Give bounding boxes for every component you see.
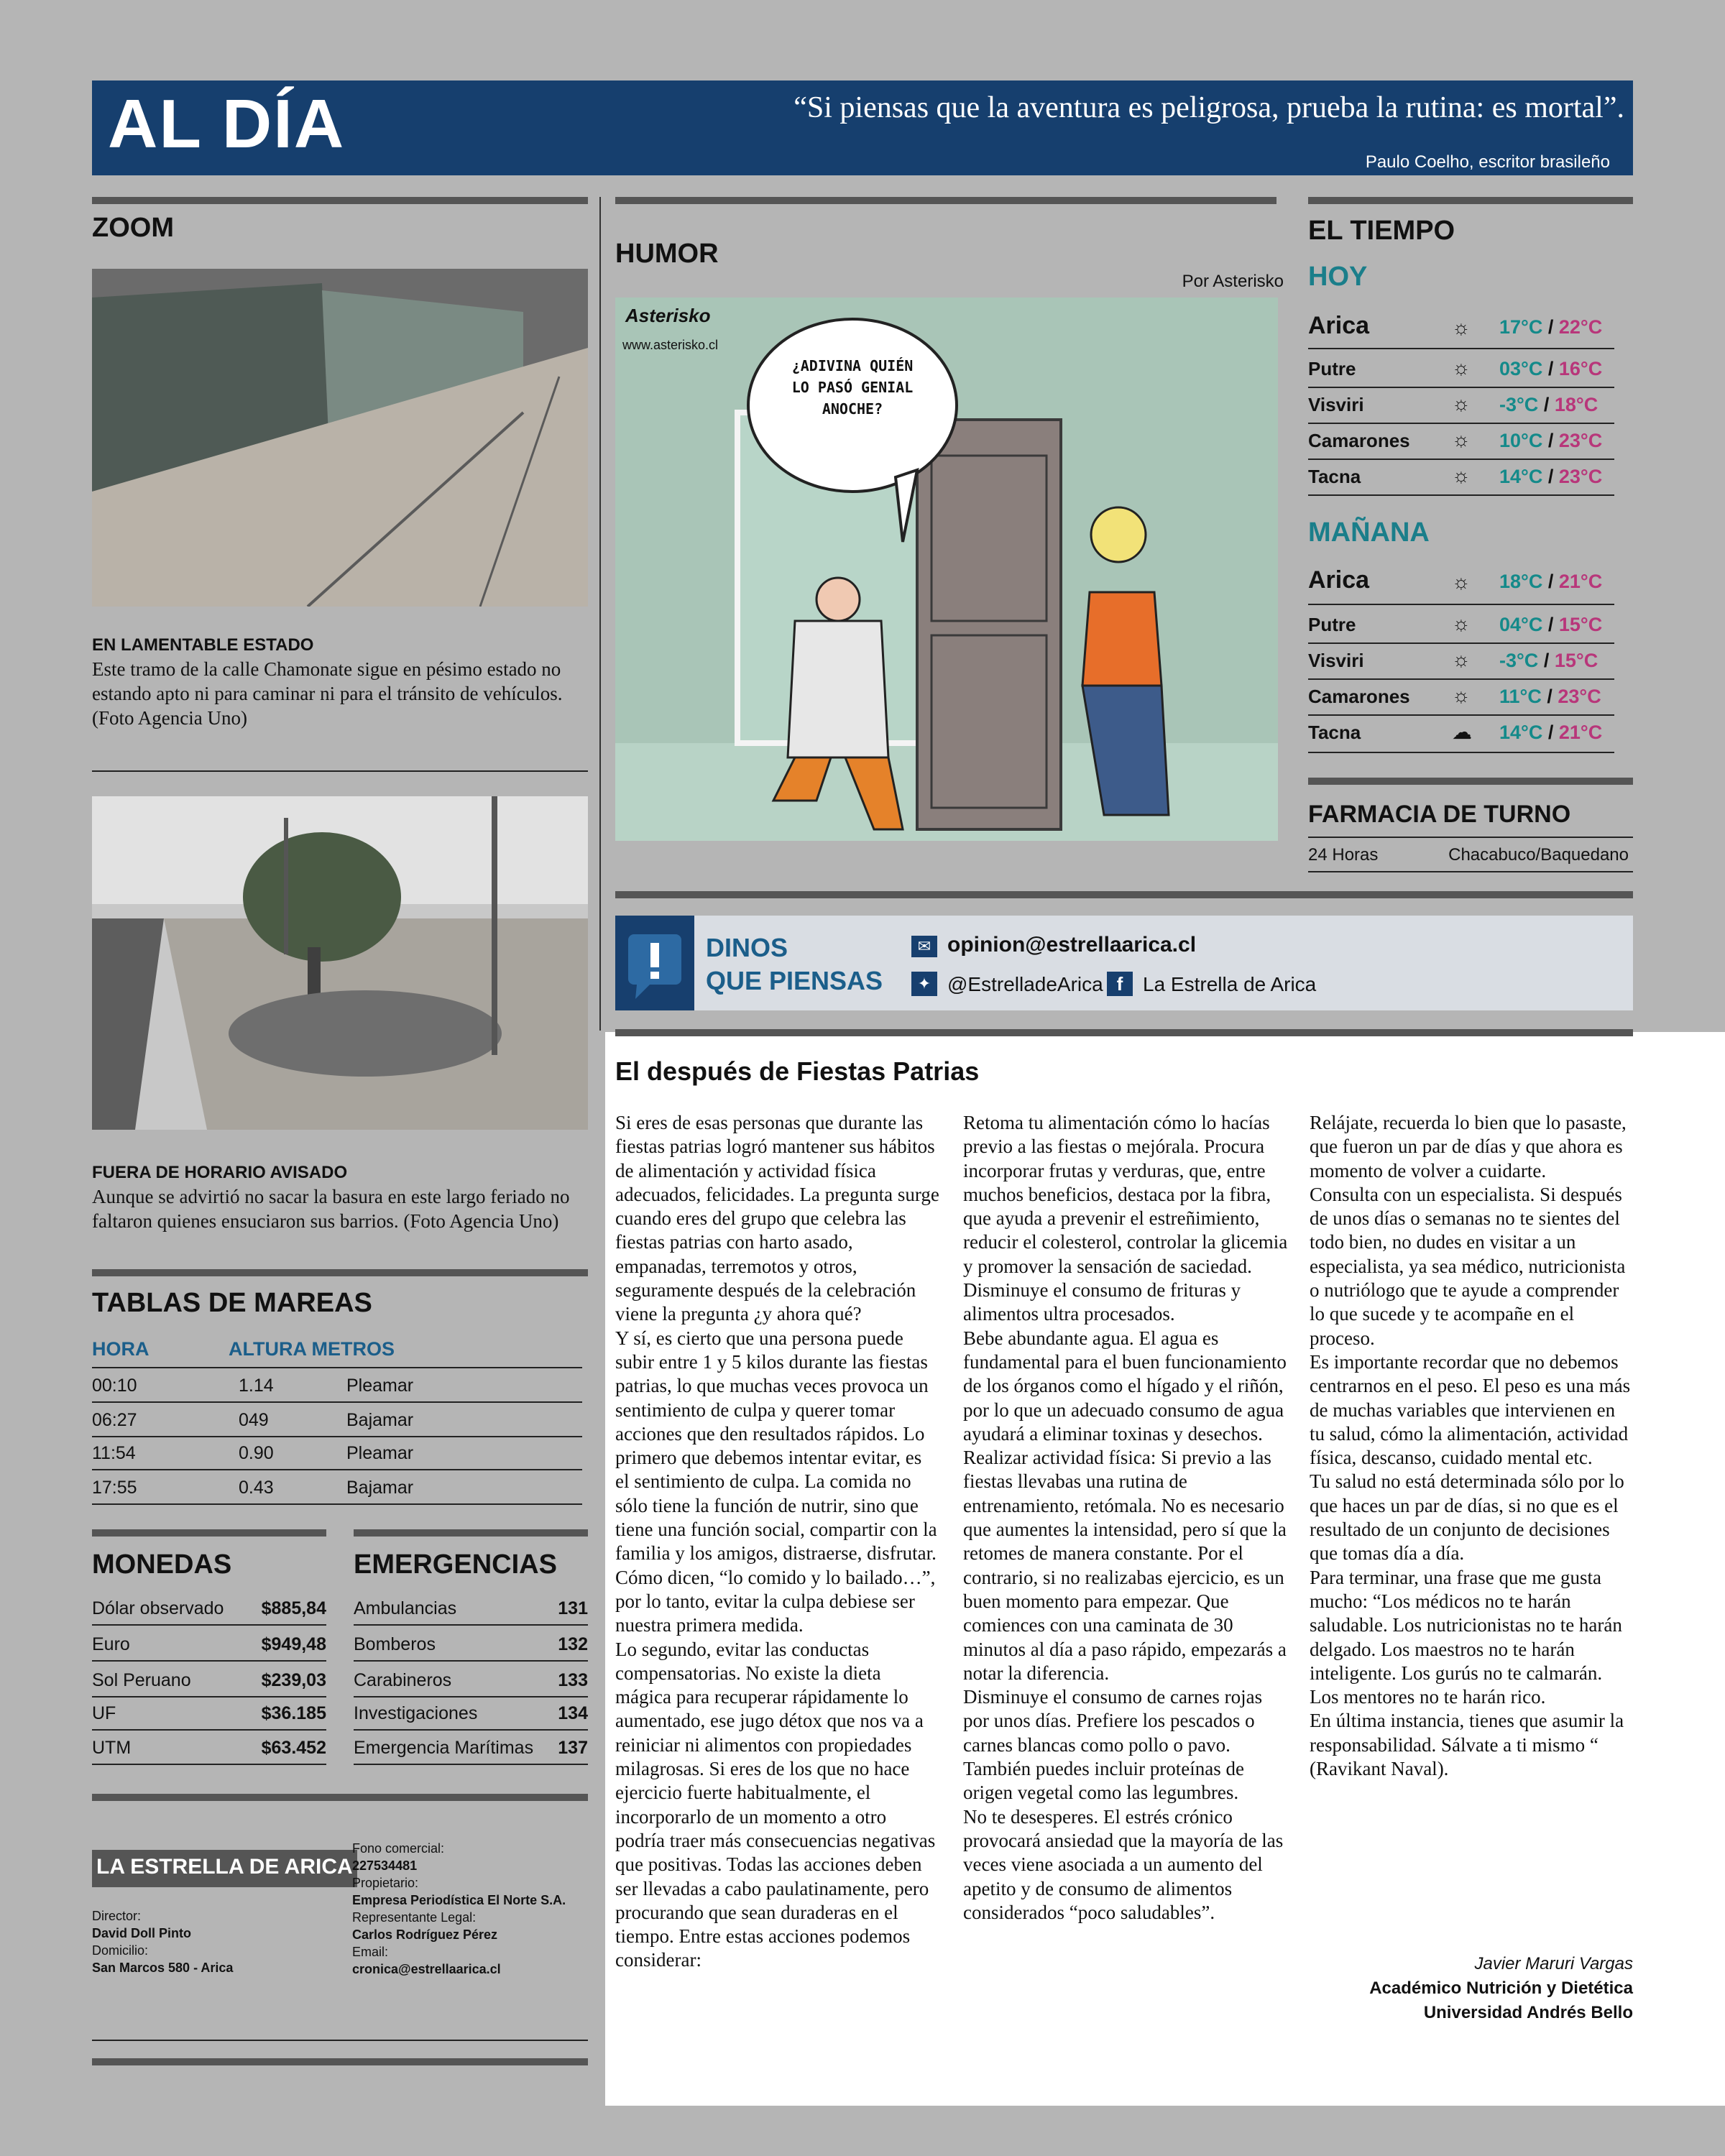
temp-separator: /: [1547, 316, 1554, 338]
owner-label: Propietario:: [352, 1876, 419, 1890]
currency-value: $949,48: [261, 1634, 326, 1654]
garbage-photo-icon: [92, 796, 588, 1130]
emergency-number: 134: [558, 1703, 588, 1723]
emergency-row: [354, 1664, 588, 1697]
facebook-icon: f: [1107, 972, 1133, 996]
header-quote: “Si piensas que la aventura es peligrosa, prueba la rutina: es mortal”.: [794, 91, 1624, 124]
weather-city: Putre: [1308, 614, 1356, 635]
temp-max: 23°C: [1558, 686, 1601, 707]
sun-icon: ☼: [1452, 648, 1471, 671]
cartoon-url: www.asterisko.cl: [622, 338, 719, 352]
newspaper-logo: LA ESTRELLA DE ARICA: [92, 1850, 357, 1887]
tide-hour: 11:54: [92, 1443, 136, 1463]
paragraph: En última instancia, tienes que asumir la responsabilidad. Sálvate a ti mismo “ (Ravikant Naval).: [1310, 1710, 1624, 1780]
pharmacy-title: FARMACIA DE TURNO: [1308, 801, 1571, 828]
divider: [92, 1269, 588, 1276]
sun-icon: ☼: [1452, 316, 1471, 338]
currency-row: [92, 1697, 326, 1731]
currency-row: [92, 1628, 326, 1662]
paragraph: Es importante recordar que no debemos centrarnos en el peso. El peso es una más de muchas variables que intervienen en tu salud, cómo la alimentación, actividad física, descanso, cuidado mental etc.: [1310, 1350, 1631, 1469]
tide-hour: 00:10: [92, 1376, 137, 1396]
divider: [92, 2040, 588, 2041]
tide-type: Pleamar: [346, 1443, 414, 1463]
temp-min: -3°C: [1499, 650, 1539, 671]
paragraph: No te desesperes. El estrés crónico provocará ansiedad que la mayoría de las veces viene asociada a un aumento del apetito y de consumo de alimentos considerados “poco saludables”.: [963, 1805, 1284, 1923]
tide-row: [92, 1370, 582, 1403]
temp-min: 18°C: [1499, 571, 1543, 592]
weather-temp: [1499, 650, 1598, 672]
weather-row: [1308, 309, 1614, 349]
tide-height: 1.14: [239, 1376, 274, 1396]
email-label: Email:: [352, 1945, 389, 1959]
street-photo-icon: [92, 269, 588, 607]
emergency-row: [354, 1628, 588, 1662]
weather-temp: [1499, 358, 1602, 380]
sun-icon: ☼: [1452, 464, 1471, 487]
pharmacy-location: Chacabuco/Baquedano: [1448, 845, 1629, 865]
weather-row: [1308, 424, 1614, 460]
divider: [92, 770, 588, 772]
tide-row: [92, 1472, 582, 1505]
tide-hour: 17:55: [92, 1478, 137, 1498]
paragraph: Realizar actividad física: Si previo a las fiestas llevabas una rutina de entrenamiento, retómala. No es necesario que aumentes la intensidad, pero sí que la retomes de manera constante. Por el contrario, si no realizabas ejercicio, es un buen momento para empezar. Que comiences con una caminata de 30 minutos al día a paso rápido, empezarás a notar la diferencia.: [963, 1447, 1287, 1684]
temp-max: 16°C: [1558, 358, 1603, 379]
temp-separator: /: [1547, 722, 1554, 743]
exclamation-icon: [615, 916, 694, 1010]
currency-name: UF: [92, 1703, 116, 1723]
tide-row: [92, 1404, 582, 1437]
legal-label: Representante Legal:: [352, 1910, 477, 1925]
paragraph: Relájate, recuerda lo bien que lo pasaste, que fueron un par de días y que ahora es momento de volver a cuidarte.: [1310, 1112, 1627, 1181]
temp-max: 15°C: [1554, 650, 1598, 671]
currency-row: [92, 1664, 326, 1697]
divider: [615, 891, 1633, 898]
temp-max: 23°C: [1558, 430, 1603, 451]
divider: [1308, 837, 1633, 838]
currency-row: [92, 1593, 326, 1626]
weather-temp: [1499, 466, 1602, 488]
currency-name: Euro: [92, 1634, 130, 1654]
currency-title: MONEDAS: [92, 1549, 232, 1580]
cartoon-speech: ¿ADIVINA QUIÉN LO PASÓ GENIAL ANOCHE?: [791, 357, 914, 418]
emergency-row: [354, 1732, 588, 1765]
cloudy-icon: ☁: [1452, 721, 1472, 743]
opinion-title: [706, 931, 883, 998]
twitter-icon: ✦: [911, 972, 937, 996]
photo1-caption: Este tramo de la calle Chamonate sigue en pésimo estado no estando apto ni para caminar ni para el tránsito de vehículos. (Foto Agencia Uno): [92, 658, 563, 729]
weather-row: [1308, 563, 1614, 605]
weather-row: [1308, 460, 1614, 496]
weather-city: Arica: [1308, 566, 1370, 594]
temp-separator: /: [1547, 358, 1554, 379]
paragraph: Y sí, es cierto que una persona puede subir entre 1 y 5 kilos durante las fiestas patrias, lo que muchas veces provoca un sentimiento de culpa y querer tomar acciones que den resultados rápidos. Lo primero que debemos intentar evitar, es el sentimiento de culpa. La comida no sólo tiene la función de nutrir, sino que tiene una función social, compartir con la familia y los amigos, distraerse, disfrutar. Cómo dicen, “lo comido y lo bailado…”, por lo tanto, evitar la culpa debiese ser nuestra primera medida.: [615, 1327, 937, 1636]
zoom-title: ZOOM: [92, 213, 174, 243]
column-divider: [599, 197, 601, 1031]
legal: Carlos Rodríguez Pérez: [352, 1927, 498, 1942]
currency-value: $885,84: [261, 1598, 326, 1618]
weather-city: Tacna: [1308, 466, 1361, 487]
tide-row: [92, 1437, 582, 1470]
weather-city: Arica: [1308, 312, 1370, 339]
weather-temp: [1499, 614, 1602, 636]
weather-city: Visviri: [1308, 650, 1364, 671]
tide-hour: 06:27: [92, 1410, 137, 1430]
partly-sunny-icon: ☼: [1452, 612, 1471, 635]
humor-cartoon: [615, 298, 1278, 841]
tide-type: Bajamar: [346, 1478, 414, 1498]
weather-row: [1308, 352, 1614, 388]
weather-temp: [1499, 316, 1602, 338]
currency-row: [92, 1732, 326, 1765]
currency-name: Sol Peruano: [92, 1670, 191, 1690]
author-org: Universidad Andrés Bello: [1423, 2003, 1633, 2022]
temp-separator: /: [1543, 394, 1550, 415]
temp-min: 10°C: [1499, 430, 1543, 451]
humor-title: HUMOR: [615, 239, 719, 269]
zoom-photo-garbage: [92, 796, 588, 1130]
opinion-title-line1: DINOS: [706, 933, 788, 962]
sun-icon: ☼: [1452, 392, 1471, 415]
emergency-name: Investigaciones: [354, 1703, 478, 1723]
weather-city: Tacna: [1308, 722, 1361, 743]
temp-min: 04°C: [1499, 614, 1543, 635]
paragraph: Consulta con un especialista. Si después de unos días o semanas no te sientes del todo bien, no dudes en visitar a un especialista, ya sea médico, nutricionista o nutriólogo que te ayude a comprender lo que sucede y te acompañe en el proceso.: [1310, 1183, 1626, 1349]
emergency-row: [354, 1593, 588, 1626]
weather-today-label: HOY: [1308, 262, 1368, 292]
temp-separator: /: [1547, 466, 1554, 487]
divider: [92, 2058, 588, 2065]
weather-temp: [1499, 686, 1601, 708]
emergency-name: Carabineros: [354, 1670, 452, 1690]
currency-value: $63.452: [261, 1738, 326, 1758]
weather-title: EL TIEMPO: [1308, 216, 1455, 246]
owner: Empresa Periodística El Norte S.A.: [352, 1893, 566, 1907]
emergency-name: Emergencia Marítimas: [354, 1738, 534, 1758]
tide-type: Bajamar: [346, 1410, 414, 1430]
section-title: AL DÍA: [108, 86, 346, 162]
temp-max: 21°C: [1558, 571, 1603, 592]
article-signature: [1310, 1952, 1633, 2025]
article-column-2: [963, 1111, 1288, 1925]
weather-row: [1308, 716, 1614, 753]
tide-height: 0.43: [239, 1478, 274, 1498]
emergency-name: Ambulancias: [354, 1598, 457, 1618]
photo1-caption-title: EN LAMENTABLE ESTADO: [92, 635, 314, 655]
humor-byline: Por Asterisko: [1182, 272, 1284, 291]
partly-sunny-icon: ☼: [1452, 428, 1471, 451]
paragraph: Bebe abundante agua. El agua es fundamental para el buen funcionamiento de los órganos como el hígado y el riñón, por lo que un adecuado consumo de agua ayudará a eliminar toxinas y desechos.: [963, 1327, 1287, 1445]
weather-row: [1308, 680, 1614, 716]
pharmacy-hours: 24 Horas: [1308, 845, 1379, 865]
opinion-email[interactable]: opinion@estrellaarica.cl: [947, 933, 1197, 957]
temp-separator: /: [1547, 614, 1554, 635]
temp-min: 17°C: [1499, 316, 1543, 338]
currency-name: Dólar observado: [92, 1598, 224, 1618]
tides-title: TABLAS DE MAREAS: [92, 1288, 372, 1318]
address-label: Domicilio:: [92, 1943, 149, 1958]
weather-row: [1308, 644, 1614, 680]
weather-row: [1308, 608, 1614, 644]
author-role: Académico Nutrición y Dietética: [1369, 1978, 1633, 1998]
weather-city: Visviri: [1308, 394, 1364, 415]
tides-col-height: ALTURA METROS: [229, 1338, 395, 1360]
tide-height: 0.90: [239, 1443, 274, 1463]
emergency-name: Bomberos: [354, 1634, 436, 1654]
sun-icon: ☼: [1452, 684, 1471, 706]
divider: [92, 1529, 326, 1537]
divider: [92, 1367, 582, 1368]
zoom-photo-street: [92, 269, 588, 607]
divider: [92, 197, 588, 204]
weather-temp: [1499, 430, 1602, 452]
masthead-email: cronica@estrellaarica.cl: [352, 1962, 501, 1976]
currency-name: UTM: [92, 1738, 132, 1758]
emergency-number: 133: [558, 1670, 588, 1690]
cartoon-icon: [615, 298, 1278, 841]
weather-temp: [1499, 394, 1598, 416]
emergency-number: 131: [558, 1598, 588, 1618]
weather-city: Putre: [1308, 358, 1356, 379]
masthead-right: [352, 1840, 589, 1978]
author-name: Javier Maruri Vargas: [1474, 1954, 1633, 1973]
paragraph: Tu salud no está determinada sólo por lo que haces un par de días, si no que es el resultado de un conjunto de decisiones que tomas día a día.: [1310, 1470, 1624, 1565]
article-column-1: [615, 1111, 940, 1973]
divider: [354, 1529, 588, 1537]
weather-city: Camarones: [1308, 686, 1410, 707]
temp-max: 18°C: [1554, 394, 1598, 415]
divider: [1308, 197, 1633, 204]
photo2-caption: Aunque se advirtió no sacar la basura en este largo feriado no faltaron quienes ensuciaron sus barrios. (Foto Agencia Uno): [92, 1186, 570, 1232]
temp-separator: /: [1547, 430, 1554, 451]
opinion-title-line2: QUE PIENSAS: [706, 966, 883, 995]
opinion-facebook[interactable]: La Estrella de Arica: [1143, 973, 1317, 995]
weather-row: [1308, 388, 1614, 424]
temp-max: 15°C: [1558, 614, 1603, 635]
temp-separator: /: [1547, 686, 1552, 707]
email-icon: ✉: [911, 936, 937, 957]
temp-min: 03°C: [1499, 358, 1543, 379]
currency-value: $239,03: [261, 1670, 326, 1690]
divider: [92, 1794, 588, 1801]
header-quote-author: Paulo Coelho, escritor brasileño: [1365, 152, 1610, 172]
temp-separator: /: [1543, 650, 1550, 671]
address: San Marcos 580 - Arica: [92, 1961, 234, 1975]
paragraph: Disminuye el consumo de frituras y alimentos ultra procesados.: [963, 1279, 1241, 1325]
article-column-3: [1310, 1111, 1634, 1781]
temp-separator: /: [1547, 571, 1554, 592]
emergency-number: 137: [558, 1738, 588, 1758]
phone-label: Fono comercial:: [352, 1841, 445, 1856]
temp-max: 22°C: [1558, 316, 1603, 338]
paragraph: Si eres de esas personas que durante las fiestas patrias logró mantener sus hábitos de alimentación y actividad física adecuados, felicidades. La pregunta surge cuando eres del grupo que celebra las fiestas patrias con harto asado, empanadas, terremotos y otros, seguramente después de la celebración viene la pregunta ¿y ahora qué?: [615, 1112, 939, 1325]
tides-col-hour: HORA: [92, 1338, 150, 1360]
emergency-row: [354, 1697, 588, 1731]
opinion-twitter[interactable]: @EstrelladeArica: [947, 973, 1103, 995]
weather-tomorrow-label: MAÑANA: [1308, 517, 1430, 548]
weather-temp: [1499, 571, 1602, 593]
weather-city: Camarones: [1308, 430, 1410, 451]
director-label: Director:: [92, 1909, 142, 1923]
paragraph: Lo segundo, evitar las conductas compensatorias. No existe la dieta mágica para recuperar rápidamente lo aumentado, ese jugo détox que nos va a reiniciar ni alimentos con propiedades milagrosas. Si eres de los que no hace ejercicio fuerte habitualmente, el incorporarlo de un momento a otro podría traer más consecuencias negativas que positivas. Todas las acciones deben ser llevadas a cabo paulatinamente, pero procurando que sean duraderas en el tiempo. Entre estas acciones podemos considerar:: [615, 1638, 936, 1971]
tide-type: Pleamar: [346, 1376, 414, 1396]
photo2-caption-title: FUERA DE HORARIO AVISADO: [92, 1163, 348, 1182]
paragraph: Retoma tu alimentación cómo lo hacías previo a las fiestas o mejórala. Procura incorporar frutas y verduras, que, entre muchos beneficios, destaca por la fibra, que ayuda a prevenir el estreñimiento, reducir el colesterol, controlar la glicemia y promover la sensación de saciedad.: [963, 1112, 1288, 1277]
paragraph: Disminuye el consumo de carnes rojas por unos días. Prefiere los pescados o carnes blancas como pollo o pavo. También puedes incluir proteínas de origen vegetal como las legumbres.: [963, 1686, 1263, 1804]
temp-max: 21°C: [1558, 722, 1603, 743]
divider: [1308, 871, 1633, 872]
temp-min: 14°C: [1499, 466, 1543, 487]
emergency-title: EMERGENCIAS: [354, 1549, 557, 1580]
article-title: El después de Fiestas Patrias: [615, 1056, 980, 1086]
director-name: David Doll Pinto: [92, 1926, 192, 1940]
weather-temp: [1499, 722, 1602, 744]
phone: 227534481: [352, 1858, 418, 1873]
emergency-number: 132: [558, 1634, 588, 1654]
temp-max: 23°C: [1558, 466, 1603, 487]
partly-sunny-icon: ☼: [1452, 571, 1471, 593]
paragraph: Para terminar, una frase que me gusta mucho: “Los médicos no te harán saludable. Los nutricionistas no te harán delgado. Los maestros no te harán inteligente. Los gurús no te calmarán. Los mentores no te harán rico.: [1310, 1566, 1622, 1708]
currency-value: $36.185: [261, 1703, 326, 1723]
divider: [615, 197, 1276, 204]
divider: [615, 1029, 1633, 1036]
temp-min: 11°C: [1499, 686, 1542, 707]
opinion-icon-box: [615, 916, 694, 1010]
sun-icon: ☼: [1452, 356, 1471, 379]
tide-height: 049: [239, 1410, 269, 1430]
temp-min: 14°C: [1499, 722, 1543, 743]
cartoon-brand: Asterisko: [625, 305, 711, 326]
divider: [1308, 778, 1633, 785]
masthead-left: [92, 1907, 336, 1976]
temp-min: -3°C: [1499, 394, 1539, 415]
